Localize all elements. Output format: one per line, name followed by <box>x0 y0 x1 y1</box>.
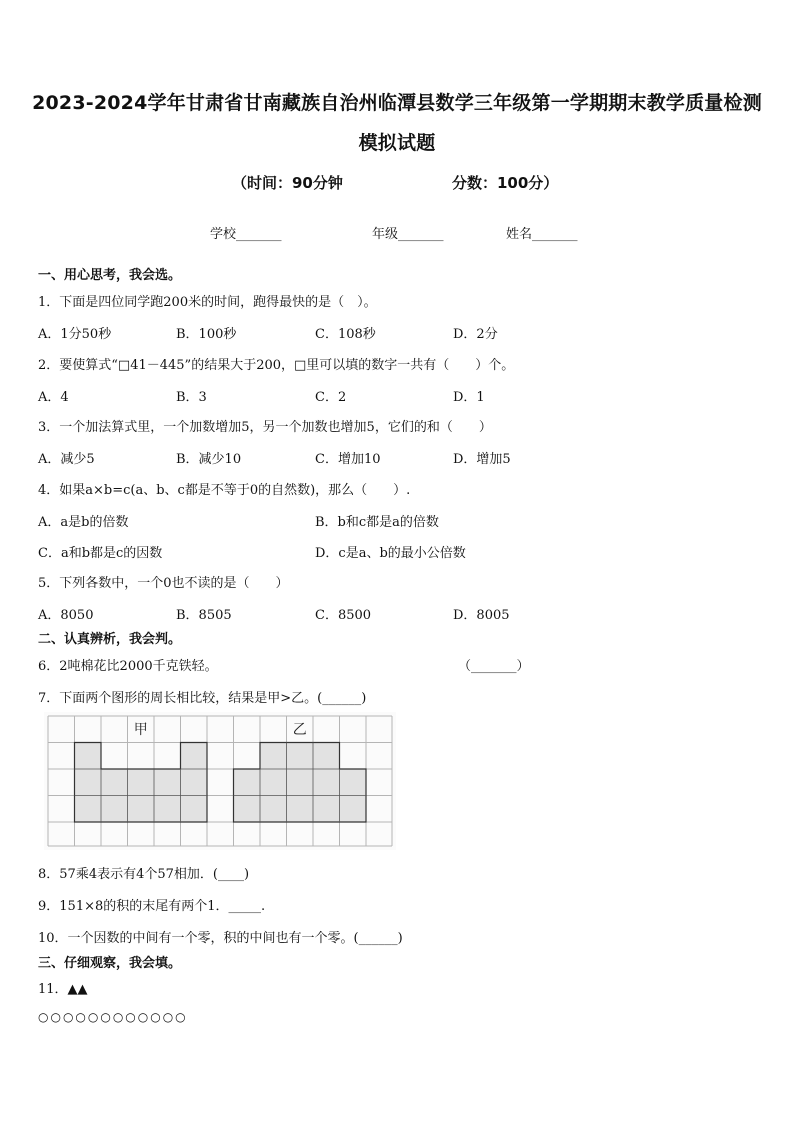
question-10: 10．一个因数的中间有一个零，积的中间也有一个零。(______) <box>38 931 403 946</box>
question-7: 7．下面两个图形的周长相比较，结果是甲>乙。(______) <box>38 691 367 706</box>
q4-option-a: A．a是b的倍数 <box>38 515 129 530</box>
school-field: 学校_______ <box>210 227 282 242</box>
q1-option-c: C．108秒 <box>315 327 376 342</box>
q2-option-d: D．1 <box>453 390 485 405</box>
q5-option-b: B．8505 <box>176 608 232 623</box>
label-yi: 乙 <box>292 722 307 738</box>
q3-option-a: A．减少5 <box>38 452 95 467</box>
section-heading-1: 一、用心思考，我会选。 <box>38 268 182 283</box>
section-heading-2: 二、认真辨析，我会判。 <box>38 632 182 647</box>
question-9: 9．151×8的积的末尾有两个1．_____. <box>38 899 266 914</box>
exam-time: （时间：90分钟 <box>232 174 343 192</box>
question-3: 3．一个加法算式里，一个加数增加5，另一个加数也增加5，它们的和（ ） <box>38 420 492 435</box>
section-heading-3: 三、仔细观察，我会填。 <box>38 956 182 971</box>
q4-option-b: B．b和c都是a的倍数 <box>315 515 439 530</box>
q5-option-c: C．8500 <box>315 608 372 623</box>
q3-option-c: C．增加10 <box>315 452 381 467</box>
label-jia: 甲 <box>133 722 148 738</box>
question-4: 4．如果a×b=c(a、b、c都是不等于0的自然数)，那么（ ）. <box>38 483 411 498</box>
page-title-line1: 2023-2024学年甘肃省甘南藏族自治州临潭县数学三年级第一学期期末教学质量检测 <box>32 92 762 114</box>
question-8: 8．57乘4表示有4个57相加．(____) <box>38 867 250 882</box>
q5-option-d: D．8005 <box>453 608 510 623</box>
question-2: 2．要使算式“□41－445”的结果大于200，□里可以填的数字一共有（ ）个。 <box>38 358 515 373</box>
page-title-line2: 模拟试题 <box>358 132 436 154</box>
grade-field: 年级_______ <box>372 227 444 242</box>
q2-option-b: B．3 <box>176 390 207 405</box>
q4-option-c: C．a和b都是c的因数 <box>38 546 163 561</box>
question-5: 5．下列各数中，一个0也不读的是（ ） <box>38 576 289 591</box>
q6-answer-blank[interactable]: （_______） <box>458 659 530 674</box>
q1-option-d: D．2分 <box>453 327 498 342</box>
question-6: 6．2吨棉花比2000千克铁轻。 <box>38 659 218 674</box>
q11-circle-row: ○○○○○○○○○○○○ <box>38 1010 188 1024</box>
name-field: 姓名_______ <box>506 227 578 242</box>
question-11: 11．▲▲ <box>38 982 88 997</box>
q2-option-a: A．4 <box>38 390 69 405</box>
q1-option-b: B．100秒 <box>176 327 237 342</box>
q2-option-c: C．2 <box>315 390 347 405</box>
exam-score: 分数：100分） <box>452 174 559 192</box>
question-1: 1．下面是四位同学跑200米的时间，跑得最快的是（ ）。 <box>38 295 377 310</box>
q5-option-a: A．8050 <box>38 608 94 623</box>
q3-option-b: B．减少10 <box>176 452 242 467</box>
exam-meta <box>0 172 794 194</box>
q1-option-a: A．1分50秒 <box>38 327 112 342</box>
q3-option-d: D．增加5 <box>453 452 511 467</box>
q7-grid-figure <box>44 712 396 850</box>
q4-option-d: D．c是a、b的最小公倍数 <box>315 546 466 561</box>
